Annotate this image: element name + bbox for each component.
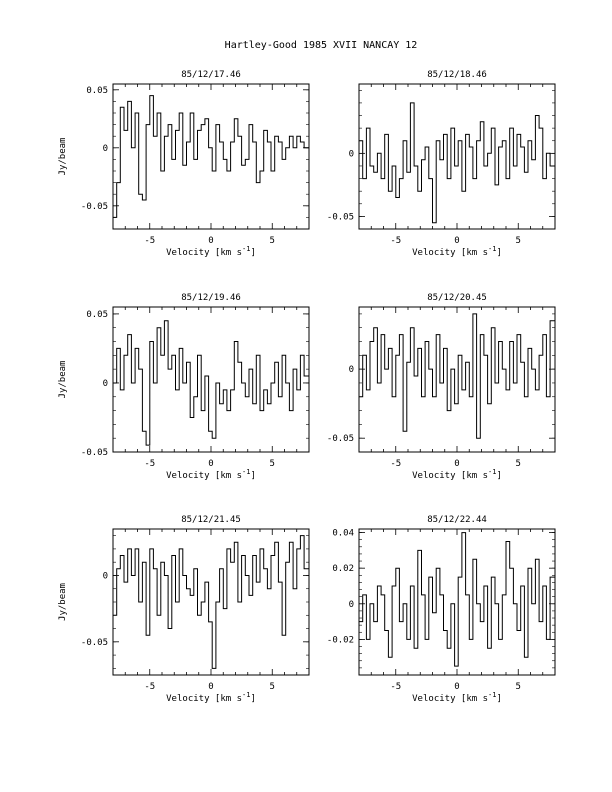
y-tick-label: -0.05 (80, 448, 108, 458)
spectrum-line (113, 96, 309, 218)
y-tick-label: -0.02 (326, 635, 354, 646)
y-tick-label: 0 (102, 571, 108, 582)
x-tick-label: 0 (208, 236, 214, 246)
x-tick-label: -5 (390, 682, 402, 692)
x-tick-label: -5 (144, 682, 156, 692)
x-tick-label: -5 (390, 459, 402, 469)
x-tick-label: 0 (208, 682, 214, 692)
y-tick-label: 0 (348, 149, 354, 160)
panel-title: 85/12/21.45 (181, 515, 241, 525)
x-tick-label: 5 (515, 236, 521, 246)
y-tick-label: 0 (102, 143, 108, 154)
y-axis-label: Jy/beam (58, 137, 68, 176)
x-tick-label: -5 (144, 459, 156, 469)
spectrum-line (113, 536, 309, 669)
y-tick-label: 0.02 (332, 564, 354, 575)
panel-title: 85/12/17.46 (181, 70, 241, 80)
x-axis-label: Velocity [km $s^{-1}$] (166, 245, 256, 258)
chart-panel-5 (58, 515, 309, 704)
x-tick-label: 5 (515, 682, 521, 692)
spectrum-line (113, 321, 309, 445)
plot-frame (113, 84, 309, 229)
spectrum-line (359, 314, 555, 438)
x-tick-label: 0 (454, 682, 460, 692)
spectrum-line (359, 103, 555, 223)
y-tick-label: 0.05 (86, 309, 108, 320)
x-tick-label: 0 (454, 459, 460, 469)
y-tick-label: 0 (348, 365, 354, 376)
x-tick-label: 5 (269, 459, 275, 469)
x-tick-label: -5 (390, 236, 402, 246)
chart-panel-4 (327, 293, 555, 481)
page-title: Hartley-Good 1985 XVII NANCAY 12 (224, 40, 418, 51)
chart-panel-6 (327, 515, 555, 704)
x-axis-label: Velocity [km $s^{-1}$] (412, 468, 502, 481)
chart-panel-2 (327, 70, 555, 258)
x-tick-label: 5 (269, 682, 275, 692)
panel-title: 85/12/18.46 (427, 70, 487, 80)
chart-panel-1 (58, 70, 309, 258)
x-axis-label: Velocity [km $s^{-1}$] (166, 691, 256, 704)
y-tick-label: 0 (102, 378, 108, 389)
y-tick-label: 0.04 (332, 528, 354, 539)
y-axis-label: Jy/beam (58, 360, 68, 399)
x-tick-label: 0 (454, 236, 460, 246)
y-tick-label: -0.05 (326, 434, 354, 445)
x-axis-label: Velocity [km $s^{-1}$] (412, 245, 502, 258)
x-tick-label: 5 (269, 236, 275, 246)
panel-title: 85/12/19.46 (181, 293, 241, 303)
y-tick-label: -0.05 (80, 201, 108, 212)
x-axis-label: Velocity [km $s^{-1}$] (166, 468, 256, 481)
x-tick-label: -5 (144, 236, 156, 246)
chart-panels (58, 70, 555, 704)
y-tick-label: -0.05 (80, 637, 108, 648)
spectrum-line (359, 533, 555, 667)
y-tick-label: -0.05 (326, 212, 354, 223)
y-tick-label: 0 (348, 599, 354, 610)
plot-frame (359, 307, 555, 452)
y-tick-label: 0.05 (86, 85, 108, 96)
panel-title: 85/12/20.45 (427, 293, 487, 303)
panel-title: 85/12/22.44 (427, 515, 487, 525)
x-tick-label: 5 (515, 459, 521, 469)
chart-panel-3 (58, 293, 309, 481)
x-axis-label: Velocity [km $s^{-1}$] (412, 691, 502, 704)
y-axis-label: Jy/beam (58, 583, 68, 621)
x-tick-label: 0 (208, 459, 214, 469)
